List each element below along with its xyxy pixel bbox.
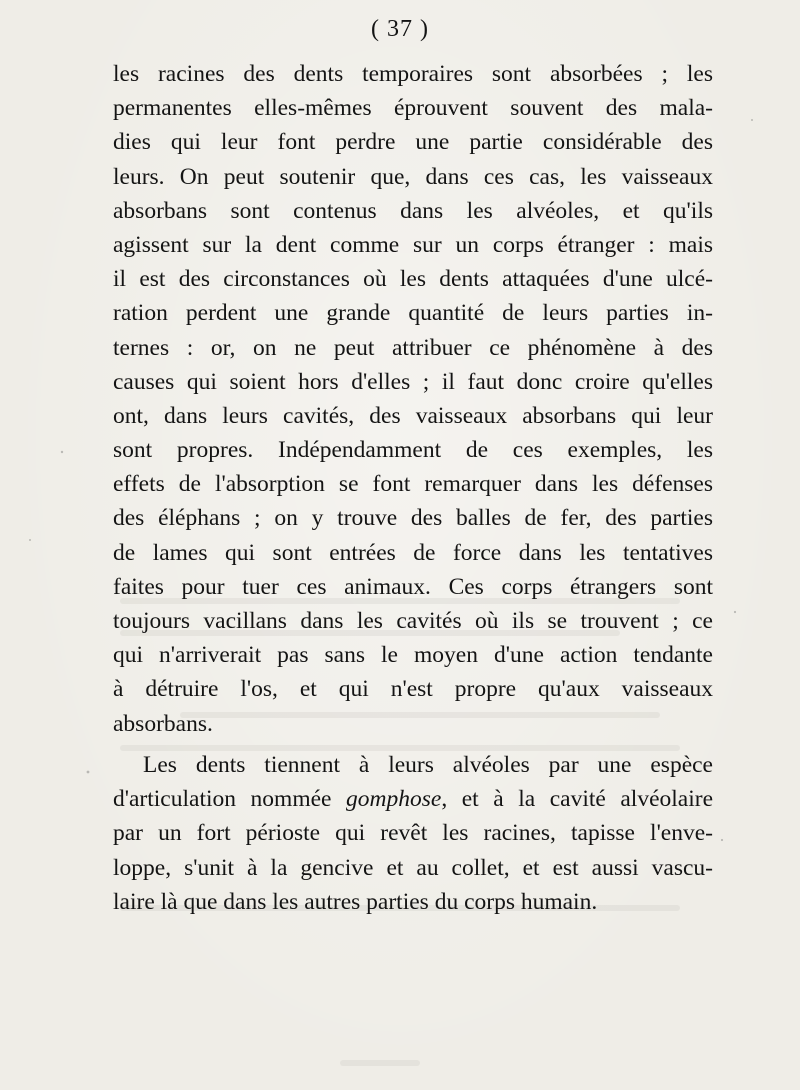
text-line: il est des circonstances où les dents attaquées d'une ulcé- <box>113 266 713 293</box>
text-line: loppe, s'unit à la gencive et au collet, et est aussi vascu- <box>113 854 713 881</box>
text-line: des éléphans ; on y trouve des balles de fer, des parties <box>113 505 713 532</box>
text-line: causes qui soient hors d'elles ; il faut donc croire qu'elles <box>113 368 713 395</box>
paragraph-1 <box>113 57 713 741</box>
text-line: agissent sur la dent comme sur un corps étranger : mais <box>113 231 713 258</box>
text-line <box>113 782 713 816</box>
text-line: ont, dans leurs cavités, des vaisseaux absorbans qui leur <box>113 402 713 429</box>
text-line: à détruire l'os, et qui n'est propre qu'aux vaisseaux <box>113 676 713 703</box>
text-line: toujours vacillans dans les cavités où ils se trouvent ; ce <box>113 608 713 634</box>
text-line: absorbans. <box>113 710 213 737</box>
text-line: laire là que dans les autres parties du corps humain. <box>113 888 598 915</box>
page-number: ( 37 ) <box>371 16 429 42</box>
text-line: effets de l'absorption se font remarquer dans les défenses <box>113 471 713 498</box>
text-span: d'articulation nommée <box>113 786 347 813</box>
text-span: , et à la cavité alvéolaire <box>441 786 713 813</box>
text-line: ration perdent une grande quantité de leurs parties in- <box>113 300 713 327</box>
text-line: sont propres. Indépendamment de ces exemples, les <box>113 437 713 464</box>
text-line: dies qui leur font perdre une partie considérable des <box>113 129 713 156</box>
text-line: Les dents tiennent à leurs alvéoles par une espèce <box>143 752 713 778</box>
text-line: permanentes elles-mêmes éprouvent souvent des mala- <box>113 95 713 122</box>
text-line: par un fort périoste qui revêt les racines, tapisse l'enve- <box>113 820 713 847</box>
text-line: les racines des dents temporaires sont absorbées ; les <box>113 61 713 87</box>
text-line: de lames qui sont entrées de force dans les tentatives <box>113 539 713 566</box>
paragraph-2 <box>113 748 713 919</box>
text-line: qui n'arriverait pas sans le moyen d'une action tendante <box>113 642 713 669</box>
text-line: ternes : or, on ne peut attribuer ce phénomène à des <box>113 334 713 361</box>
italic-term: gomphose <box>346 786 442 813</box>
text-line: faites pour tuer ces animaux. Ces corps étrangers sont <box>113 573 713 600</box>
text-line: absorbans sont contenus dans les alvéoles, et qu'ils <box>113 197 713 224</box>
text-line: leurs. On peut soutenir que, dans ces cas, les vaisseaux <box>113 163 713 190</box>
